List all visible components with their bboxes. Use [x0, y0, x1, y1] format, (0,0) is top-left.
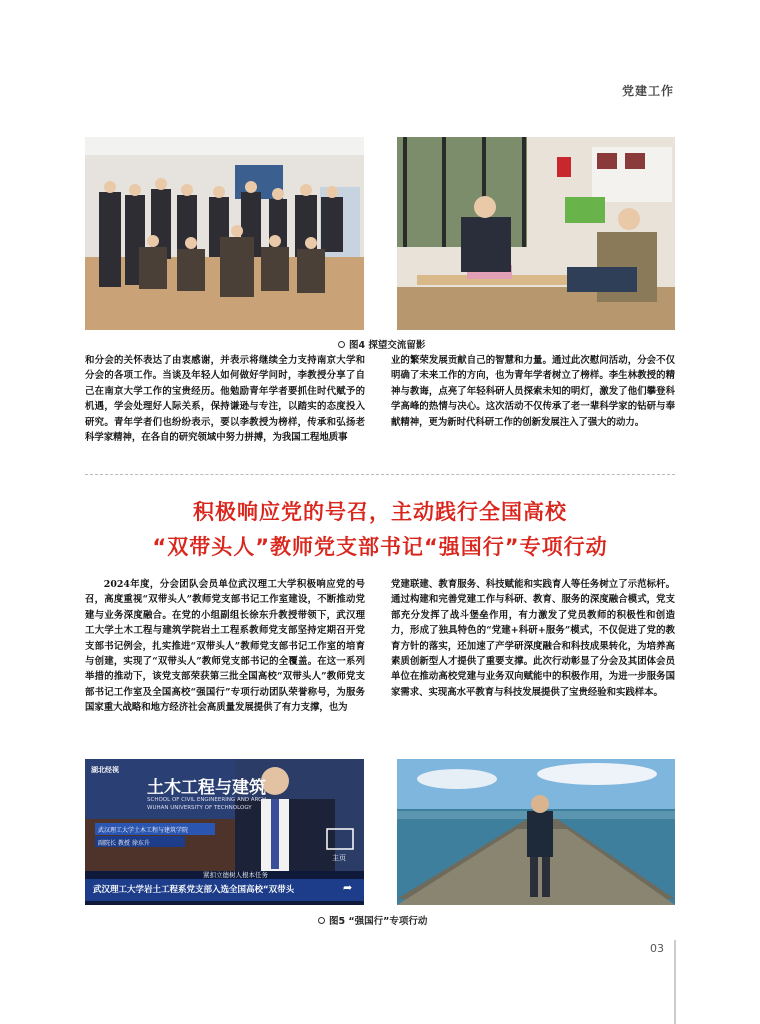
school-english-line1: SCHOOL OF CIVIL ENGINEERING AND ARCH: [147, 797, 267, 803]
top-left-paragraph: 和分会的关怀表达了由衷感谢，并表示将继续全力支持南京大学和分会的各项工作。当谈及年轻人如何做好学问时，李教授分享了自己在南京大学工作的宝贵经历。他勉励青年学者要抓住时代赋予的机遇，学会处理好人际关系，保持谦逊与专注，以踏实的态度投入研究。青年学者们也纷纷表示，要以李教授为榜样，传承和弘扬老科学家精神，在各自的研究领域中努力拼搏，为我国工程地质事: [85, 355, 365, 444]
figure4-caption: 图4 探望交流留影: [338, 337, 425, 351]
caption-bullet-icon: [318, 917, 325, 924]
page-number: 03: [650, 942, 664, 955]
channel-logo: 湖北经视: [91, 766, 119, 774]
body-right-paragraph: 党建联建、教育服务、科技赋能和实践育人等任务树立了示范标杆。通过构建和完善党建工作与科研、教育、服务的深度融合模式，党支部充分发挥了战斗堡垒作用，有力激发了党员教师的积极性和创造力，形成了独具特色的“党建+科研+服务”模式，不仅促进了党的教育方针的落实，还加速了产学研深度融合和科技成果转化，为培养高素质创新型人才提供了重要支撑。此次行动彰显了分会及其团体会员单位在推动高校党建与业务双向赋能中的积极作用，为进一步服务国家需求、实现高水平教育与科技发展提供了宝贵经验和实践样本。: [391, 579, 675, 698]
seaside-photo: [397, 759, 675, 905]
share-arrow-icon: ➦: [343, 881, 353, 894]
section-label: 党建工作: [621, 84, 674, 98]
article-headline-line2: “双带头人”教师党支部书记“强国行”专项行动: [152, 535, 608, 559]
section-divider: [85, 474, 675, 475]
ticker-small: 紧扣立德树人根本任务: [203, 871, 268, 879]
figure5-caption: 图5 “强国行”专项行动: [318, 913, 427, 927]
top-right-paragraph: 业的繁荣发展贡献自己的智慧和力量。通过此次慰问活动，分会不仅明确了未来工作的方向，也为青年学者树立了榜样。李生林教授的精神与教诲，点亮了年轻科研人员探索未知的明灯，激发了他们攀登科学高峰的热情与决心。这次活动不仅传承了老一辈科学家的钻研与奉献精神，更为新时代科研工作的创新发展注入了强大的动力。: [391, 355, 675, 428]
body-left-paragraph: 2024年度，分会团队会员单位武汉理工大学积极响应党的号召，高度重视“双带头人”教师党支部书记工作室建设，不断推动党建与业务深度融合。在党的小组副组长徐东升教授带领下，武汉理工大学土木工程与建筑学院岩土工程系教师党支部坚持定期召开党支部书记例会，扎实推进“双带头人”教师党支部书记工作室的培育与创建，实现了“双带头人”教师党支部书记的全覆盖。在这一系列举措的推动下，该党支部荣获第三批全国高校“双带头人”教师党支部书记工作室及全国高校“强国行”专项行动团队荣誉称号，为服务国家重大战略和地方经济社会高质量发展提供了有力支撑，也为: [85, 579, 365, 714]
school-title: 土木工程与建筑: [147, 778, 266, 798]
caption-bullet-icon: [338, 341, 345, 348]
school-english-line2: WUHAN UNIVERSITY OF TECHNOLOGY: [147, 805, 252, 811]
tv-news-screenshot: [85, 759, 364, 905]
name-tag-line2: 副院长 教授 徐东升: [98, 840, 150, 847]
home-label: 主页: [332, 854, 346, 862]
group-photo: [85, 137, 364, 330]
ticker-main: 武汉理工大学岩土工程系党支部入选全国高校“双带头: [93, 885, 295, 895]
article-headline-line1: 积极响应党的号召，主动践行全国高校: [193, 500, 567, 524]
page-edge-rule: [674, 940, 676, 1024]
name-tag-line1: 武汉理工大学土木工程与建筑学院: [98, 827, 189, 834]
visit-photo: [397, 137, 675, 330]
